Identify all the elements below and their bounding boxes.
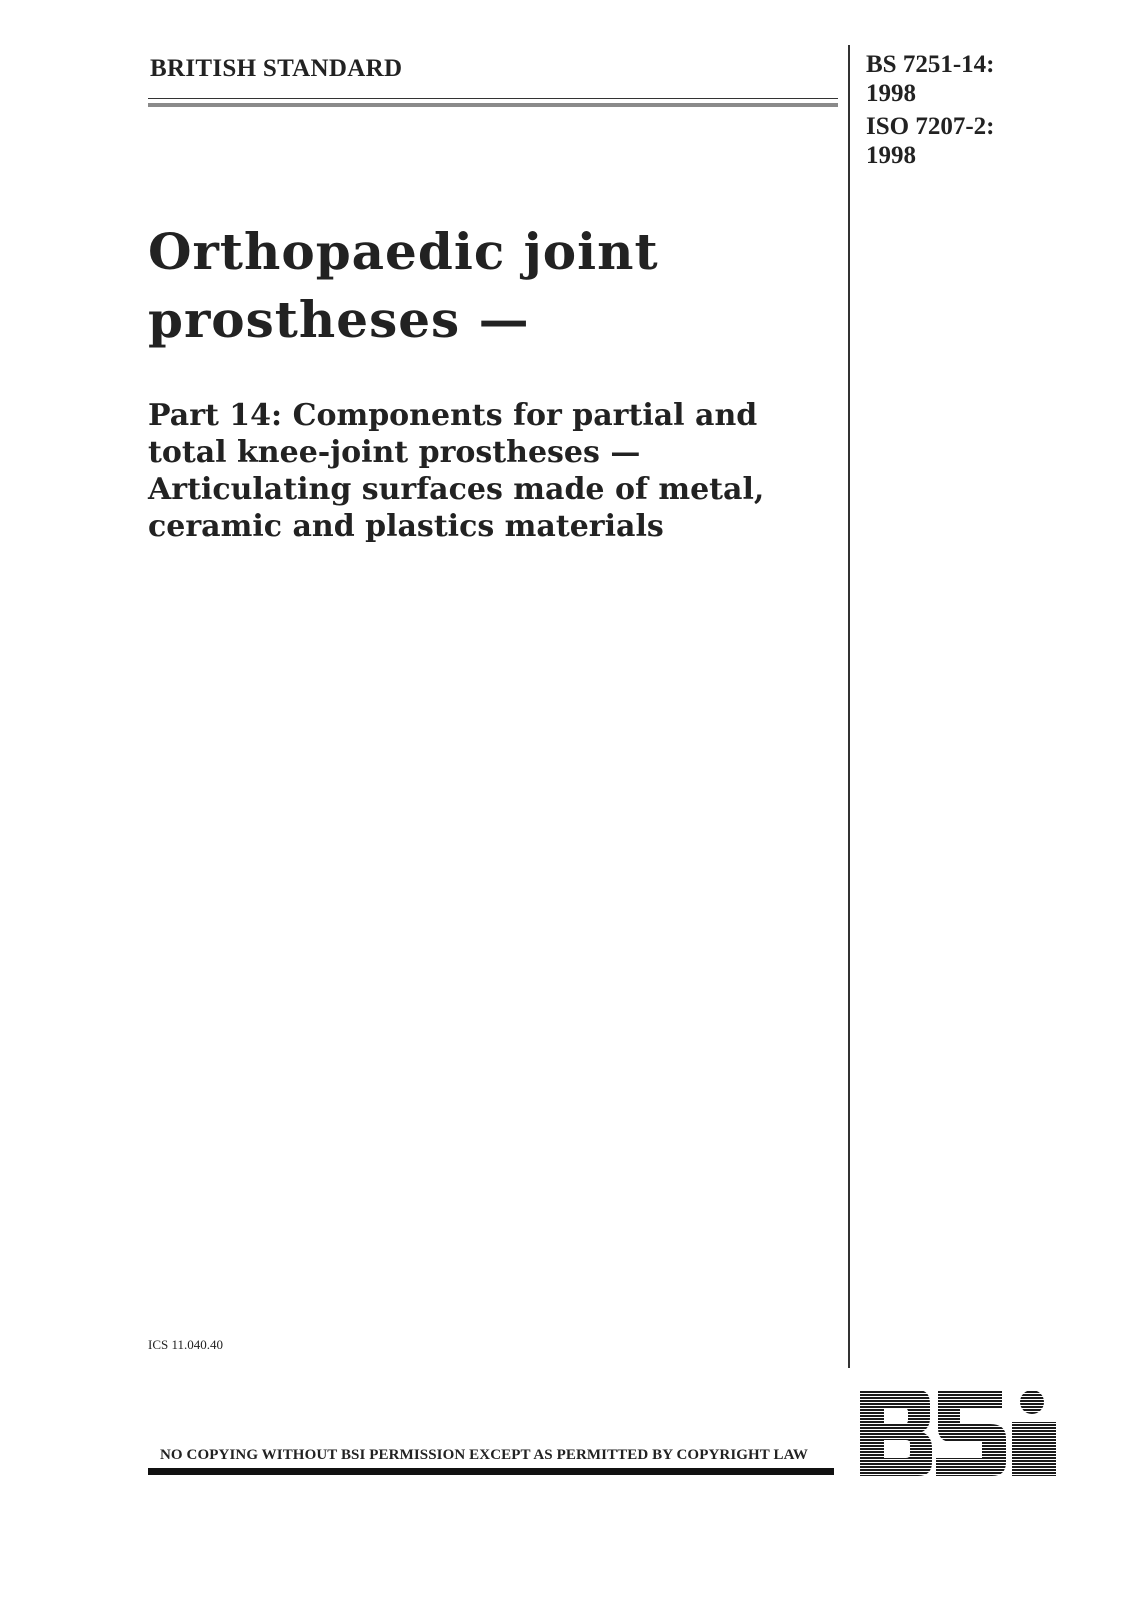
iso-number: ISO 7207-2:	[866, 113, 995, 140]
document-title: Orthopaedic joint prostheses —	[148, 222, 659, 349]
document-type-label: BRITISH STANDARD	[150, 55, 403, 82]
ics-code: ICS 11.040.40	[148, 1337, 223, 1352]
footer-rule	[148, 1468, 834, 1475]
copyright-notice: NO COPYING WITHOUT BSI PERMISSION EXCEPT AS PERMITTED BY COPYRIGHT LAW	[160, 1447, 808, 1463]
header-rule-thick	[148, 103, 838, 107]
iso-year: 1998	[866, 142, 916, 169]
bs-number: BS 7251-14:	[866, 51, 995, 78]
bs-year: 1998	[866, 80, 916, 107]
bsi-logo-icon	[860, 1388, 1056, 1478]
vertical-divider	[848, 45, 850, 1368]
standard-numbers	[866, 50, 1056, 170]
header-rule-thin	[148, 98, 838, 99]
document-subtitle: Part 14: Components for partial and total knee-joint prostheses — Articulating surfaces made of metal, ceramic and plastics materials	[148, 398, 765, 544]
